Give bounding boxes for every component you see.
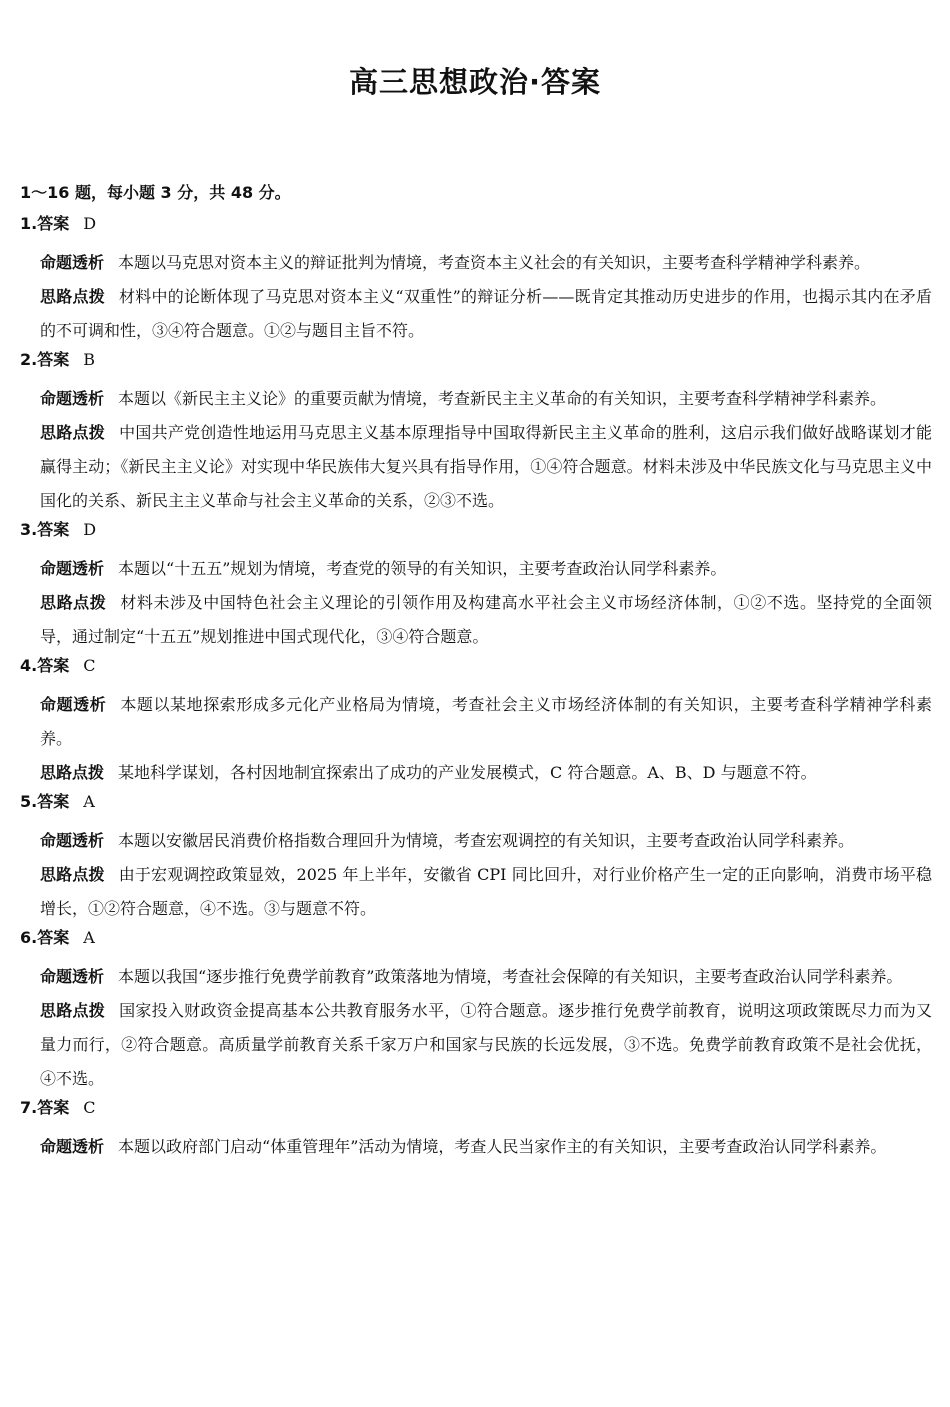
- question-number: 3.: [20, 520, 38, 539]
- hint-paragraph: [40, 994, 932, 1096]
- answer-line: [20, 212, 932, 236]
- analysis-paragraph: [40, 1130, 932, 1164]
- hint-text: 某地科学谋划，各村因地制宜探索出了成功的产业发展模式，C 符合题意。A、B、D 与题意不符。: [118, 763, 817, 782]
- answer-value: B: [83, 350, 95, 369]
- hint-paragraph: [40, 858, 932, 926]
- hint-text: 国家投入财政资金提高基本公共教育服务水平，①符合题意。逐步推行免费学前教育，说明这项政策既尽力而为又量力而行，②符合题意。高质量学前教育关系千家万户和国家与民族的长远发展，③不选。免费学前教育政策不是社会优抚，④不选。: [40, 1001, 932, 1088]
- analysis-text: 本题以安徽居民消费价格指数合理回升为情境，考查宏观调控的有关知识，主要考查政治认同学科素养。: [118, 831, 855, 850]
- answer-line: [20, 348, 932, 372]
- question-number: 6.: [20, 928, 38, 947]
- hint-label: 思路点拨: [40, 423, 106, 442]
- answer-value: A: [83, 928, 95, 947]
- analysis-text: 本题以政府部门启动“体重管理年”活动为情境，考查人民当家作主的有关知识，主要考查政治认同学科素养。: [118, 1137, 887, 1156]
- answer-line: [20, 654, 932, 678]
- analysis-label: 命题透析: [40, 831, 105, 850]
- answer-value: D: [83, 520, 97, 539]
- analysis-text: 本题以我国“逐步推行免费学前教育”政策落地为情境，考查社会保障的有关知识，主要考查政治认同学科素养。: [118, 967, 903, 986]
- analysis-paragraph: [40, 382, 932, 416]
- hint-paragraph: [40, 416, 932, 518]
- analysis-paragraph: [40, 246, 932, 280]
- question-item-5: [20, 790, 932, 926]
- analysis-text: 本题以“十五五”规划为情境，考查党的领导的有关知识，主要考查政治认同学科素养。: [118, 559, 727, 578]
- hint-text: 由于宏观调控政策显效，2025 年上半年，安徽省 CPI 同比回升，对行业价格产生一定的正向影响，消费市场平稳增长，①②符合题意，④不选。③与题意不符。: [40, 865, 932, 918]
- question-number: 4.: [20, 656, 38, 675]
- hint-label: 思路点拨: [40, 763, 105, 782]
- question-item-1: [20, 212, 932, 348]
- analysis-paragraph: [40, 960, 932, 994]
- analysis-paragraph: [40, 824, 932, 858]
- analysis-label: 命题透析: [40, 253, 105, 272]
- answer-value: A: [83, 792, 95, 811]
- question-item-7: [20, 1096, 932, 1164]
- question-number: 1.: [20, 214, 38, 233]
- answer-label: 答案: [37, 1098, 70, 1117]
- hint-paragraph: [40, 756, 932, 790]
- answer-label: 答案: [37, 350, 70, 369]
- question-number: 7.: [20, 1098, 38, 1117]
- answer-label: 答案: [37, 656, 70, 675]
- analysis-label: 命题透析: [40, 1137, 105, 1156]
- answer-value: D: [83, 214, 97, 233]
- question-item-3: [20, 518, 932, 654]
- question-number: 5.: [20, 792, 38, 811]
- answer-label: 答案: [37, 520, 70, 539]
- answer-line: [20, 926, 932, 950]
- answer-value: C: [83, 1098, 96, 1117]
- question-item-2: [20, 348, 932, 518]
- analysis-label: 命题透析: [40, 389, 105, 408]
- analysis-label: 命题透析: [40, 967, 105, 986]
- hint-paragraph: [40, 586, 932, 654]
- hint-label: 思路点拨: [40, 287, 106, 306]
- hint-text: 材料中的论断体现了马克思对资本主义“双重性”的辩证分析——既肯定其推动历史进步的作用，也揭示其内在矛盾的不可调和性，③④符合题意。①②与题目主旨不符。: [40, 287, 932, 340]
- hint-label: 思路点拨: [40, 593, 107, 612]
- question-item-6: [20, 926, 932, 1096]
- page-title: 高三思想政治·答案: [348, 65, 602, 99]
- question-item-4: [20, 654, 932, 790]
- answer-line: [20, 1096, 932, 1120]
- hint-label: 思路点拨: [40, 865, 105, 884]
- analysis-label: 命题透析: [40, 559, 105, 578]
- answer-line: [20, 790, 932, 814]
- analysis-paragraph: [40, 552, 932, 586]
- answer-line: [20, 518, 932, 542]
- analysis-paragraph: [40, 688, 932, 756]
- hint-text: 中国共产党创造性地运用马克思主义基本原理指导中国取得新民主主义革命的胜利，这启示我们做好战略谋划才能赢得主动；《新民主主义论》对实现中华民族伟大复兴具有指导作用，①④符合题意。材料未涉及中华民族文化与马克思主义中国化的关系、新民主主义革命与社会主义革命的关系，②③不选。: [40, 423, 932, 510]
- answer-label: 答案: [37, 928, 70, 947]
- hint-paragraph: [40, 280, 932, 348]
- hint-label: 思路点拨: [40, 1001, 106, 1020]
- analysis-label: 命题透析: [40, 695, 107, 714]
- analysis-text: 本题以马克思对资本主义的辩证批判为情境，考查资本主义社会的有关知识，主要考查科学精神学科素养。: [118, 253, 871, 272]
- section-intro: 1～16 题，每小题 3 分，共 48 分。: [20, 183, 291, 202]
- answer-label: 答案: [37, 792, 70, 811]
- answer-value: C: [83, 656, 96, 675]
- analysis-text: 本题以《新民主主义论》的重要贡献为情境，考查新民主主义革命的有关知识，主要考查科学精神学科素养。: [118, 389, 887, 408]
- analysis-text: 本题以某地探索形成多元化产业格局为情境，考查社会主义市场经济体制的有关知识，主要考查科学精神学科素养。: [40, 695, 932, 748]
- answer-label: 答案: [37, 214, 70, 233]
- question-number: 2.: [20, 350, 38, 369]
- question-list: [20, 212, 932, 1164]
- hint-text: 材料未涉及中国特色社会主义理论的引领作用及构建高水平社会主义市场经济体制，①②不选。坚持党的全面领导，通过制定“十五五”规划推进中国式现代化，③④符合题意。: [40, 593, 932, 646]
